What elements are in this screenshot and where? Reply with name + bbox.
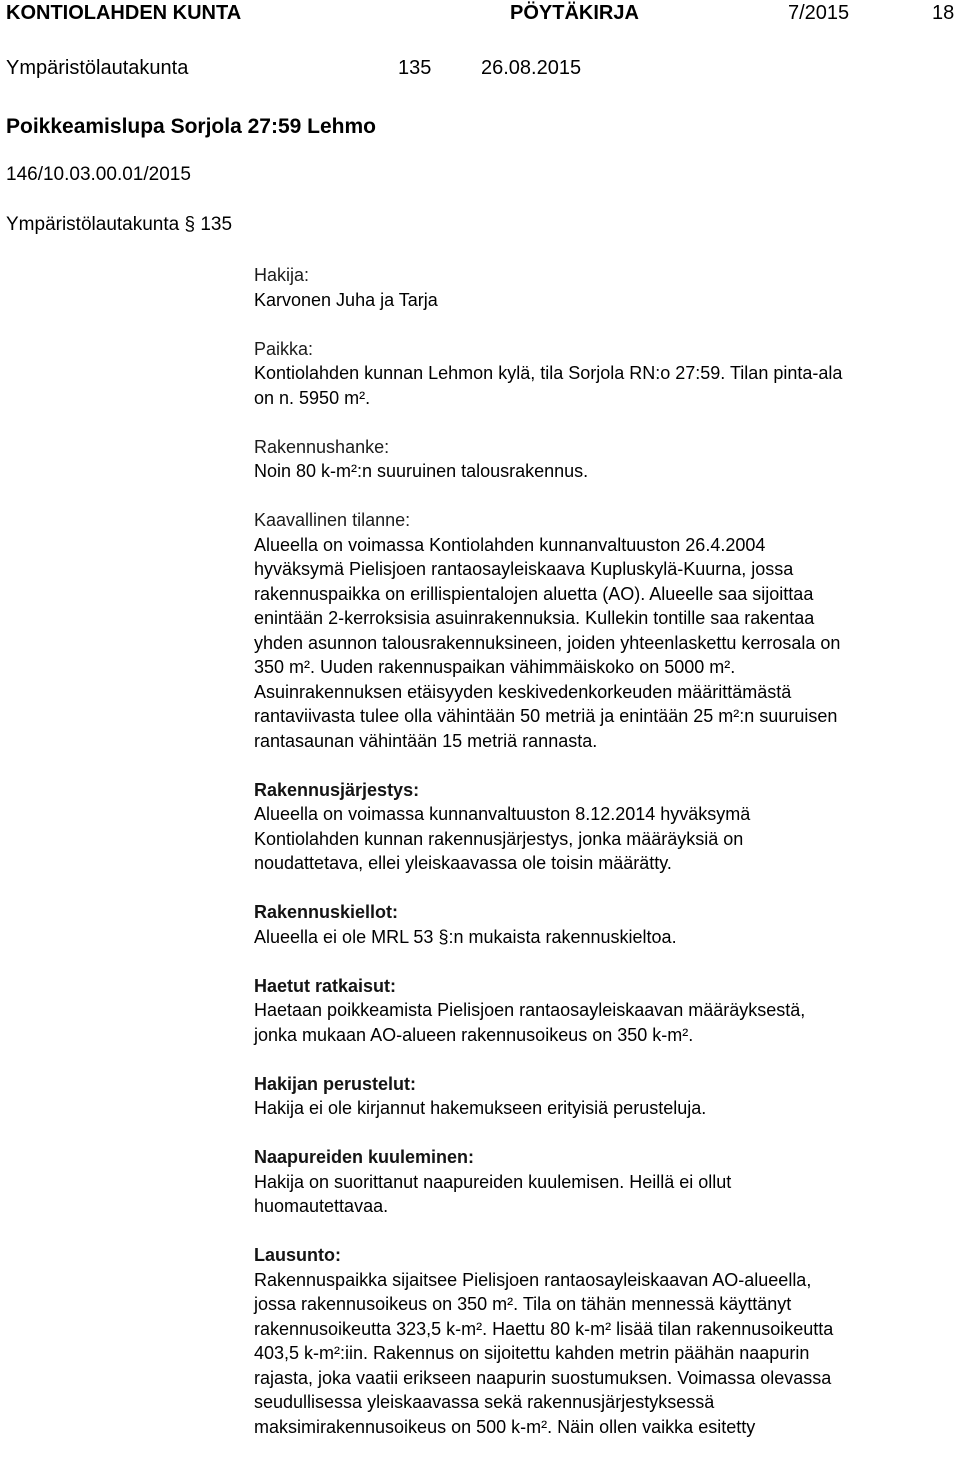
section-label: Hakijan perustelut: — [254, 1073, 417, 1094]
section-justification — [254, 1072, 954, 1121]
section-applicant — [254, 263, 954, 312]
section-text: Alueella ei ole MRL 53 §:n mukaista rakennuskieltoa. — [254, 926, 677, 947]
section-text: Karvonen Juha ja Tarja — [254, 289, 438, 310]
section-label: Rakennusjärjestys: — [254, 779, 420, 800]
page-number: 18 — [932, 2, 955, 24]
section-neighbours — [254, 1145, 954, 1219]
section-number: 135 — [398, 57, 432, 79]
organization-name: KONTIOLAHDEN KUNTA — [6, 2, 242, 24]
section-label: Rakennuskiellot: — [254, 902, 399, 922]
section-label: Kaavallinen tilanne: — [254, 510, 411, 530]
section-building-bans — [254, 900, 954, 949]
section-text: Haetaan poikkeamista Pielisjoen rantaosayleiskaavan määräyksestä, jonka mukaan AO-alueen rakennusoikeus on 350 k-m². — [254, 1000, 806, 1045]
section-text: Hakija ei ole kirjannut hakemukseen erityisiä perusteluja. — [254, 1098, 707, 1118]
section-project — [254, 435, 954, 484]
section-building-code — [254, 778, 954, 876]
meeting-date: 26.08.2015 — [481, 57, 582, 79]
processing-history: Ympäristölautakunta § 135 — [6, 214, 233, 235]
section-label: Haetut ratkaisut: — [254, 975, 397, 996]
section-label: Rakennushanke: — [254, 436, 390, 457]
section-label: Lausunto: — [254, 1245, 341, 1265]
section-statement — [254, 1243, 954, 1439]
main-content — [254, 263, 954, 1464]
section-zoning — [254, 508, 954, 753]
section-text: Alueella on voimassa Kontiolahden kunnanvaltuuston 26.4.2004 hyväksymä Pielisjoen rantaosayleiskaava Kupluskylä-Kuurna, jossa rakennuspaikka on erillispientalojen aluetta (AO). Alueelle saa sijoittaa enintään 2-kerroksisia asuinrakennuksia. Kullekin tontille saa rakentaa yhden asunnon talousrakennuksineen, joiden yhteenlaskettu kerrosala on 350 m². Uuden rakennuspaikan vähimmäiskoko on 5000 m². Asuinrakennuksen etäisyyden keskivedenkorkeuden määrittämästä rantaviivasta tulee olla vähintään 50 metriä ja enintään 25 m²:n suuruisen rantasaunan vähintään 15 metriä rannasta. — [254, 534, 841, 751]
document-number: 7/2015 — [788, 2, 850, 24]
page-title: Poikkeamislupa Sorjola 27:59 Lehmo — [6, 115, 376, 138]
section-location — [254, 337, 954, 411]
diary-number: 146/10.03.00.01/2015 — [6, 164, 191, 185]
section-requested — [254, 974, 954, 1048]
section-text: Kontiolahden kunnan Lehmon kylä, tila Sorjola RN:o 27:59. Tilan pinta-ala on n. 5950 m². — [254, 363, 843, 408]
section-text: Rakennuspaikka sijaitsee Pielisjoen rantaosayleiskaavan AO-alueella, jossa rakennusoikeus on 350 m². Tila on tähän mennessä käyttänyt rakennusoikeutta 323,5 k-m². Haettu 80 k-m² lisää tilan rakennusoikeutta 403,5 k-m²:iin. Rakennus on sijoitettu kahden metrin päähän naapurin rajasta, joka vaatii erikseen naapurin suostumuksen. Voimassa olevassa seudullisessa yleiskaavassa sekä rakennusjärjestyksessä maksimirakennusoikeus on 500 k-m². Näin ollen vaikka esitetty — [254, 1269, 834, 1437]
section-text: Alueella on voimassa kunnanvaltuuston 8.12.2014 hyväksymä Kontiolahden kunnan rakennusjärjestys, jonka määräyksiä on noudattetava, ellei yleiskaavassa ole toisin määrätty. — [254, 804, 751, 873]
committee-name: Ympäristölautakunta — [6, 57, 189, 79]
section-text: Noin 80 k-m²:n suuruinen talousrakennus. — [254, 461, 589, 481]
document-type: PÖYTÄKIRJA — [510, 2, 639, 24]
section-label: Hakija: — [254, 265, 310, 285]
section-label: Paikka: — [254, 338, 314, 359]
section-text: Hakija on suorittanut naapureiden kuulemisen. Heillä ei ollut huomautettavaa. — [254, 1171, 732, 1216]
section-label: Naapureiden kuuleminen: — [254, 1147, 475, 1167]
